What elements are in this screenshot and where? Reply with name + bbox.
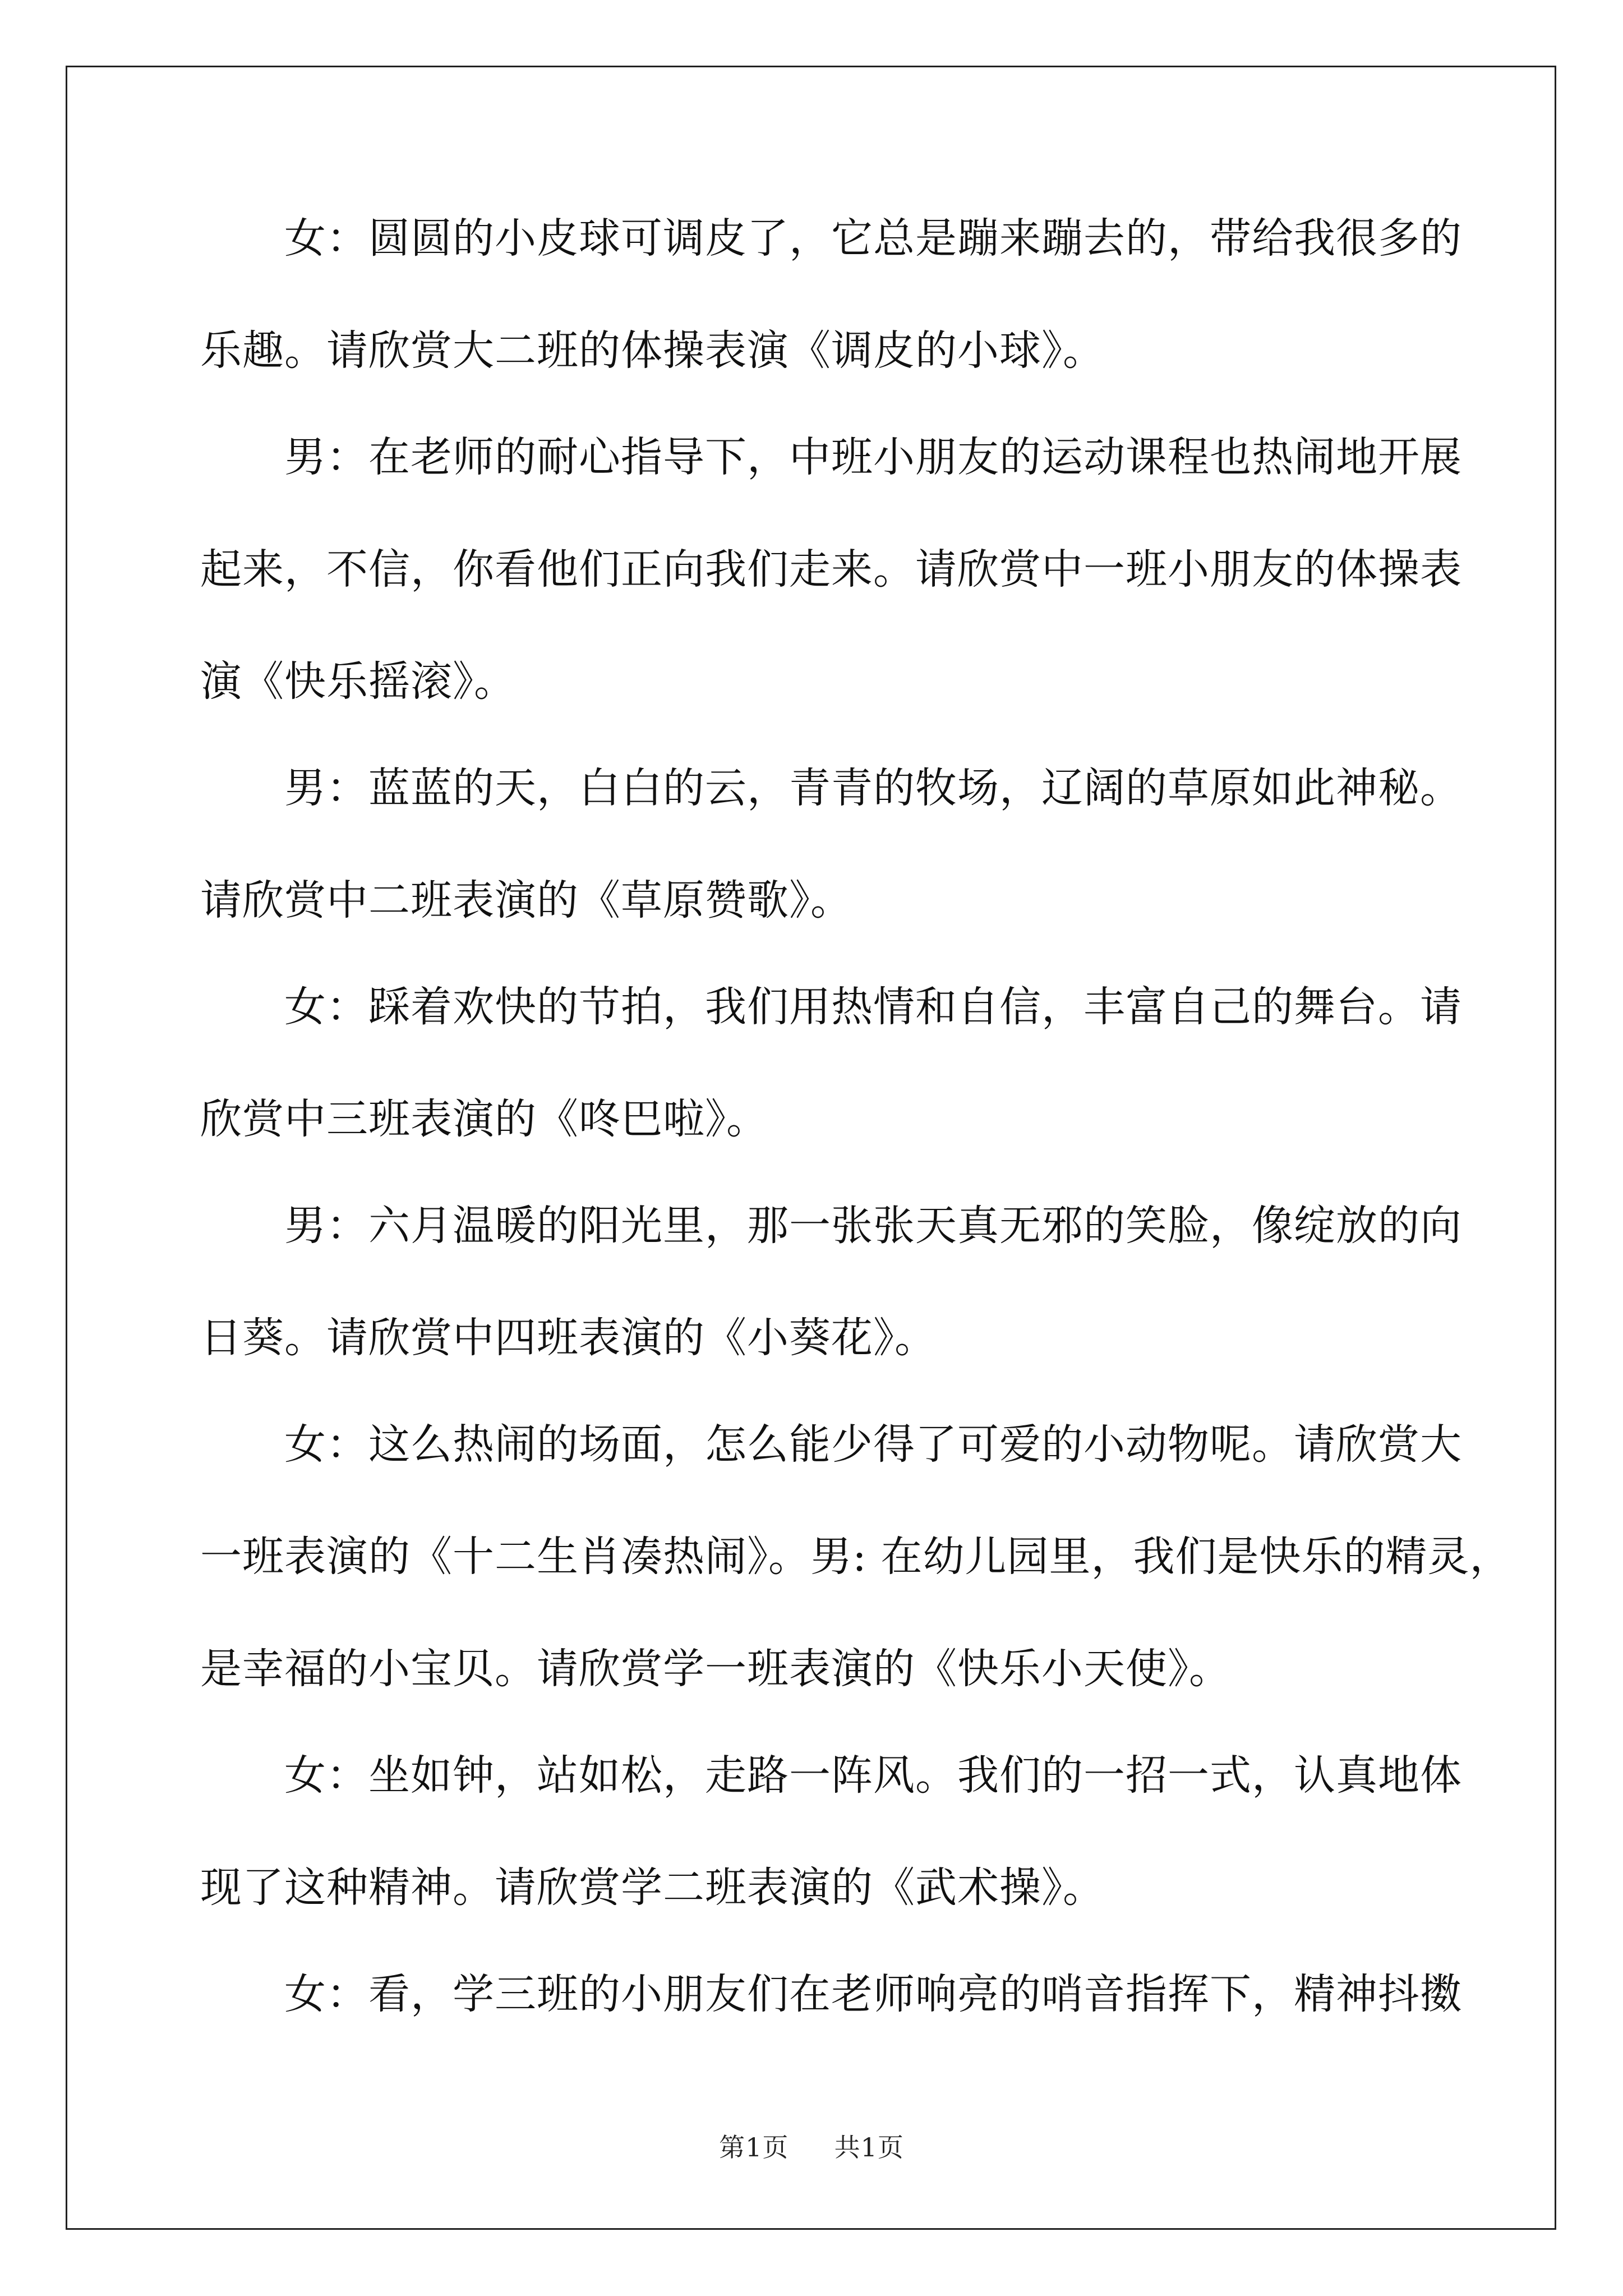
paragraph	[200, 979, 1462, 1147]
text-line: 男：六月温暖的阳光里，那一张张天真无邪的笑脸，像绽放的向	[284, 1202, 1462, 1250]
text-line: 女：看，学三班的小朋友们在老师响亮的哨音指挥下，精神抖擞	[284, 1970, 1462, 2018]
text-line: 现了这种精神。请欣赏学二班表演的《武术操》。	[200, 1864, 1105, 1912]
paragraph	[200, 1747, 1462, 1916]
text-line: 男：在老师的耐心指导下，中班小朋友的运动课程也热闹地开展	[284, 433, 1462, 481]
text-line: 乐趣。请欣赏大二班的体操表演《调皮的小球》。	[200, 326, 1105, 375]
text-line: 欣赏中三班表演的《咚巴啦》。	[200, 1095, 768, 1143]
paragraph	[200, 760, 1462, 928]
paragraph	[200, 429, 1462, 710]
page-number: 第1页	[719, 2132, 789, 2162]
paragraph	[200, 1198, 1462, 1366]
text-line: 女：圆圆的小皮球可调皮了，它总是蹦来蹦去的，带给我很多的	[284, 214, 1462, 263]
text-line: 一班表演的《十二生肖凑热闹》。男: 在幼儿园里，我们是快乐的精灵，	[200, 1533, 1512, 1581]
paragraph	[200, 1416, 1512, 1697]
text-line: 女：这么热闹的场面，怎么能少得了可爱的小动物呢。请欣赏大	[284, 1420, 1462, 1469]
page-footer	[0, 2127, 1623, 2164]
document-body	[200, 210, 1512, 2022]
text-line: 女：踩着欢快的节拍，我们用热情和自信，丰富自己的舞台。请	[284, 983, 1462, 1031]
text-line: 是幸福的小宝贝。请欣赏学一班表演的《快乐小天使》。	[200, 1645, 1231, 1693]
text-line: 女：坐如钟，站如松，走路一阵风。我们的一招一式，认真地体	[284, 1751, 1462, 1800]
paragraph	[200, 1966, 1462, 2022]
text-line: 男：蓝蓝的天，白白的云，青青的牧场，辽阔的草原如此神秘。	[284, 764, 1462, 812]
text-line: 日葵。请欣赏中四班表演的《小葵花》。	[200, 1314, 937, 1362]
paragraph	[200, 210, 1462, 379]
text-line: 请欣赏中二班表演的《草原赞歌》。	[200, 876, 852, 924]
text-line: 演《快乐摇滚》。	[200, 657, 516, 706]
page-total: 共1页	[834, 2132, 904, 2162]
text-line: 起来，不信，你看他们正向我们走来。请欣赏中一班小朋友的体操表	[200, 545, 1462, 593]
